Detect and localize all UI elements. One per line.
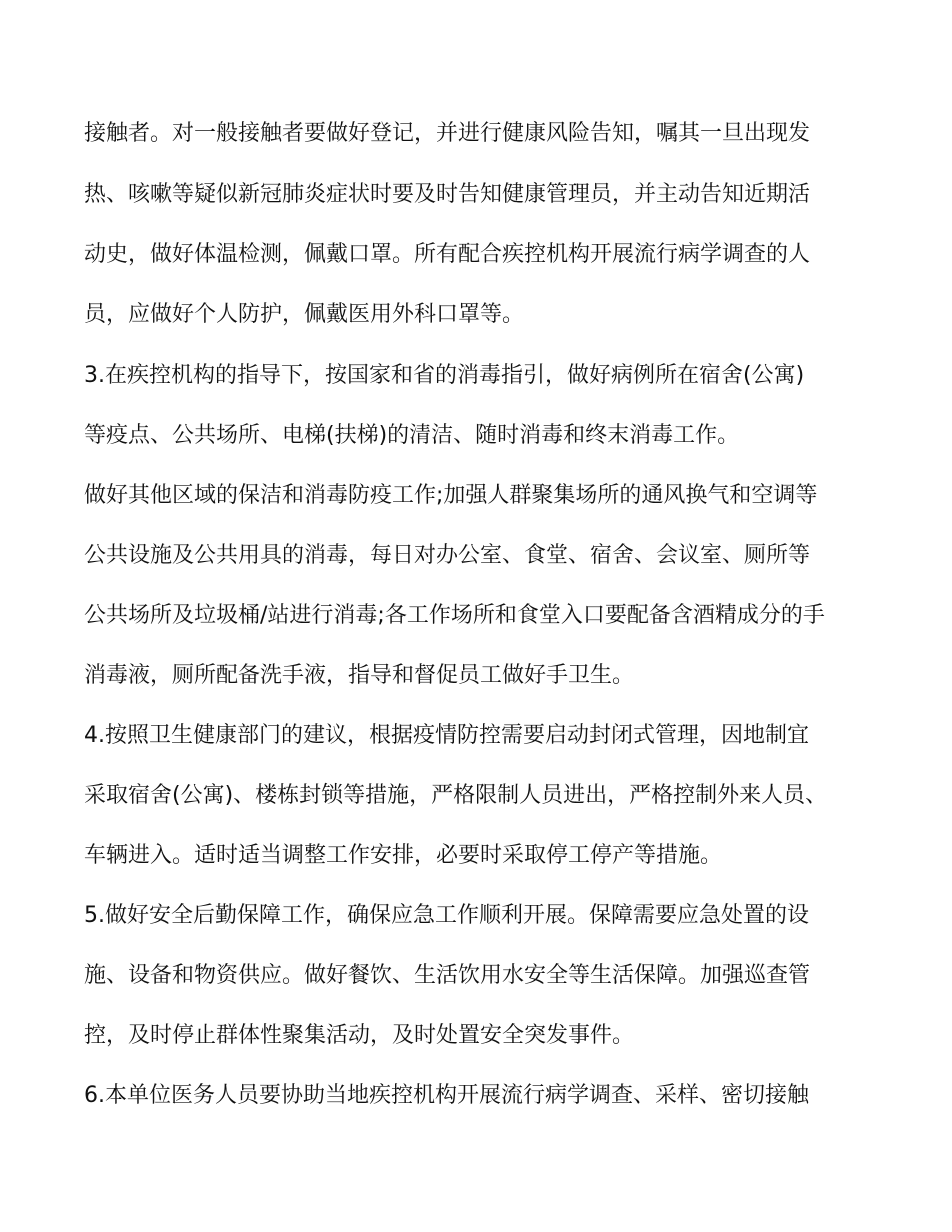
text-line: 消毒液，厕所配备洗手液，指导和督促员工做好手卫生。	[84, 663, 635, 688]
text-line: 4.按照卫生健康部门的建议，根据疫情防控需要启动封闭式管理，因地制宜	[84, 723, 809, 748]
text-line: 做好其他区域的保洁和消毒防疫工作;加强人群聚集场所的通风换气和空调等	[84, 483, 818, 508]
text-line: 施、设备和物资供应。做好餐饮、生活饮用水安全等生活保障。加强巡查管	[84, 963, 811, 988]
text-line: 接触者。对一般接触者要做好登记，并进行健康风险告知，嘱其一旦出现发	[84, 121, 811, 146]
text-line: 车辆进入。适时适当调整工作安排，必要时采取停工停产等措施。	[84, 843, 723, 868]
text-line: 6.本单位医务人员要协助当地疾控机构开展流行病学调查、采样、密切接触	[84, 1083, 809, 1108]
text-line: 采取宿舍(公寓)、楼栋封锁等措施，严格限制人员进出，严格控制外来人员、	[84, 783, 828, 808]
text-line: 员，应做好个人防护，佩戴医用外科口罩等。	[84, 302, 525, 327]
text-line: 5.做好安全后勤保障工作，确保应急工作顺利开展。保障需要应急处置的设	[84, 903, 809, 928]
text-line: 等疫点、公共场所、电梯(扶梯)的清洁、随时消毒和终末消毒工作。	[84, 423, 740, 448]
text-line: 公共设施及公共用具的消毒，每日对办公室、食堂、宿舍、会议室、厕所等	[84, 543, 811, 568]
text-line: 控，及时停止群体性聚集活动，及时处置安全突发事件。	[84, 1023, 635, 1048]
text-line: 热、咳嗽等疑似新冠肺炎症状时要及时告知健康管理员，并主动告知近期活	[84, 182, 811, 207]
text-line: 3.在疾控机构的指导下，按国家和省的消毒指引，做好病例所在宿舍(公寓)	[84, 363, 805, 388]
text-line: 动史，做好体温检测，佩戴口罩。所有配合疾控机构开展流行病学调查的人	[84, 242, 811, 267]
text-line: 公共场所及垃圾桶/站进行消毒;各工作场所和食堂入口要配备含酒精成分的手	[84, 603, 825, 628]
